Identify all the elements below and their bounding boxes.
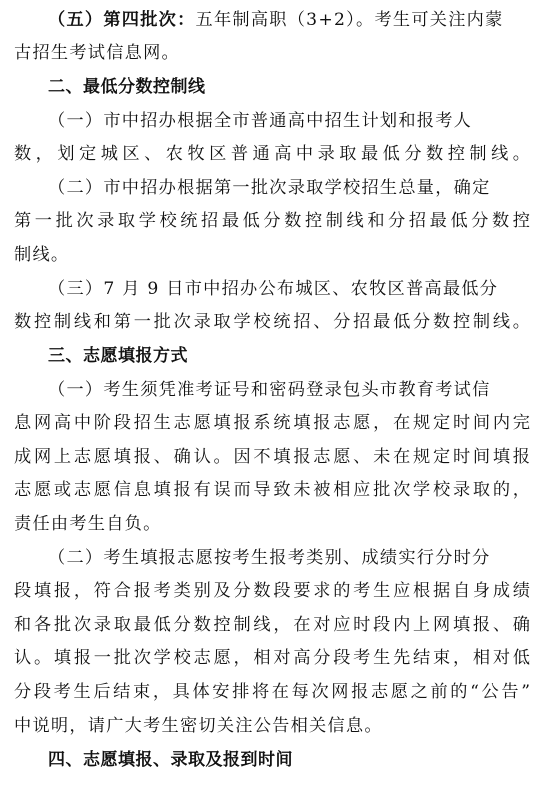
section-heading: 四、志愿填报、录取及报到时间 [48,750,293,770]
paragraph-line: （一）市中招办根据全市普通高中招生计划和报考人 [48,111,473,131]
paragraph-line [48,7,504,33]
paragraph-line: 第一批次录取学校统招最低分数控制线和分招最低分数控 [14,211,530,231]
paragraph-line: 成网上志愿填报、确认。因不填报志愿、未在规定时间填报 [14,447,530,467]
paragraph-line: 认。填报一批次学校志愿，相对高分段考生先结束，相对低 [14,648,530,668]
paragraph-line: 息网高中阶段招生志愿填报系统填报志愿，在规定时间内完 [14,413,530,433]
batch-label: （五）第四批次： [48,10,196,30]
paragraph-line: 制线。 [14,245,70,265]
paragraph-line: 和各批次录取最低分数控制线，在对应时段内上网填报、确 [14,615,530,635]
paragraph-line: 责任由考生自负。 [14,514,162,534]
paragraph-line: 数，划定城区、农牧区普通高中录取最低分数控制线。 [14,144,530,164]
batch-text: 五年制高职（3+2）。考生可关注内蒙 [195,10,504,30]
paragraph-line: （一）考生须凭准考证号和密码登录包头市教育考试信 [48,380,491,400]
paragraph-line: 分段考生后结束，具体安排将在每次网报志愿之前的“公告” [14,682,530,702]
paragraph-line: （二）考生填报志愿按考生报考类别、成绩实行分时分 [48,548,491,568]
paragraph-line: 中说明，请广大考生密切关注公告相关信息。 [14,716,383,736]
section-heading: 三、志愿填报方式 [48,346,188,366]
paragraph-line: 数控制线和第一批次录取学校统招、分招最低分数控制线。 [14,312,530,332]
paragraph-line: 古招生考试信息网。 [14,43,180,63]
paragraph-line: 段填报，符合报考类别及分数段要求的考生应根据自身成绩 [14,581,530,601]
paragraph-line: （二）市中招办根据第一批次录取学校招生总量，确定 [48,178,491,198]
paragraph-line: （三）7 月 9 日市中招办公布城区、农牧区普高最低分 [48,279,499,299]
paragraph-line: 志愿或志愿信息填报有误而导致未被相应批次学校录取的， [14,480,530,500]
section-heading: 二、最低分数控制线 [48,77,206,97]
